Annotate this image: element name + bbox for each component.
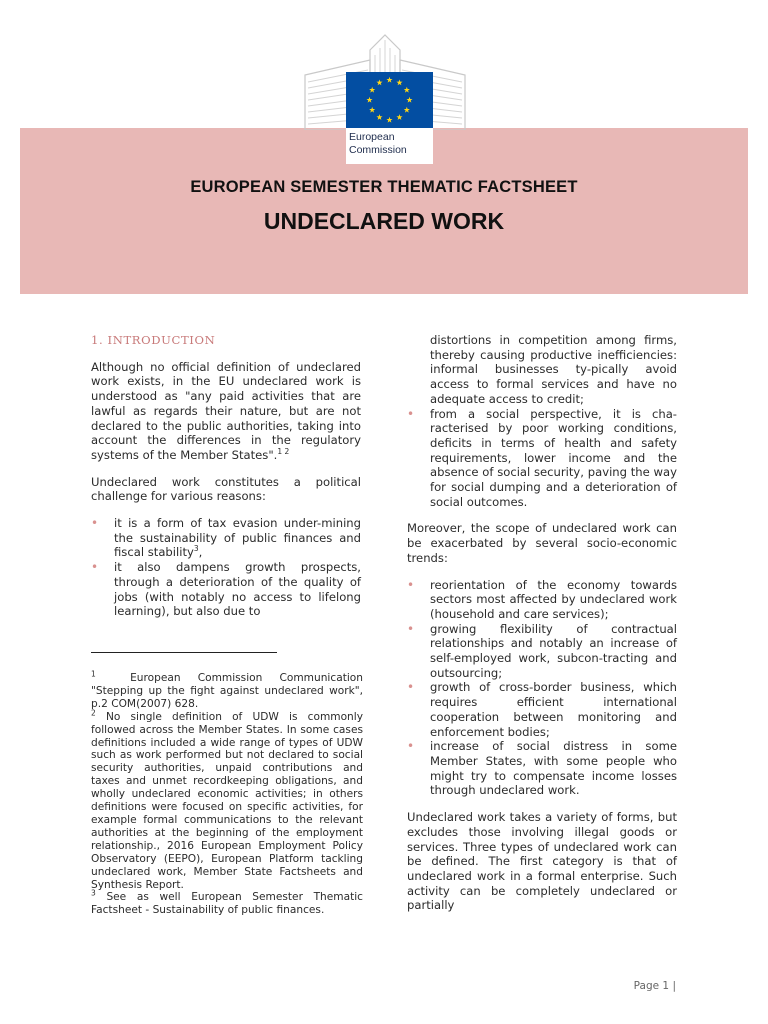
section-heading: 1. INTRODUCTION: [91, 333, 216, 347]
eu-flag-icon: [346, 72, 433, 128]
logo-line-european: European: [349, 131, 395, 143]
challenge-paragraph: Undeclared work constitutes a political challenge for various reasons:: [91, 474, 361, 504]
european-commission-logo: [346, 72, 433, 164]
page-number: Page 1 |: [633, 980, 676, 992]
list-item: • increase of social distress in some Member States, with some people who might try to compensate income losses through undeclared work.: [407, 739, 677, 798]
footnote-text: European Commission Communication "Stepping up the fight against undeclared work", p.2 COM(2007) 628.: [91, 672, 363, 710]
trends-paragraph: Moreover, the scope of undeclared work can be exacerbated by several socio-economic trends:: [407, 521, 677, 565]
trends-list: [407, 578, 677, 799]
list-item-punct: ,: [198, 545, 203, 560]
list-item: • growing flexibility of contractual relationships and notably an increase of self-employed work, subcon-tracting and outsourcing;: [407, 622, 677, 681]
footnote-number: 1: [91, 669, 96, 679]
logo-wordmark: [349, 131, 407, 157]
intro-text: Although no official definition of undeclared work exists, in the EU undeclared work is understood as "any paid activities that are lawful as regards their nature, but are not declared to the public authorities, taking into account the differences in the regulatory systems of the Member States".: [91, 359, 361, 462]
list-item: • from a social perspective, it is cha-racterised by poor working conditions, deficits in terms of health and safety requirements, lower income and the absence of social security, paving the way for social dumping and a deterioration of social outcomes.: [407, 407, 677, 510]
footnote-2: [91, 708, 363, 892]
footnote-text: No single definition of UDW is commonly followed across the Member States. In some cases definitions included a wide range of types of UDW such as work performed but not declared to social security authorities, unpaid contributions and taxes and unmet recordkeeping obligations, and wholly undeclared economic activities; in others definitions were focused on specific activities, for example formal communications to the relevant authorities at the beginning of the employment relationship., 2016 European Employment Policy Observatory (EEPO), European Platform tackling undeclared work, Member State Factsheets and Synthesis Report.: [91, 710, 363, 891]
footnote-ref: 1 2: [277, 447, 290, 457]
footnote-1: [91, 669, 363, 711]
list-item: • it also dampens growth prospects, through a deterioration of the quality of jobs (with notably no access to lifelong learning), but also due to: [91, 560, 361, 619]
challenge-list: [91, 516, 361, 619]
footnote-number: 3: [91, 888, 96, 898]
right-column: [407, 333, 677, 925]
list-item-continuation: distortions in competition among firms, thereby causing productive inefficiencies: informal businesses ty-pically avoid access to formal services and have no adequate access to credit;: [430, 333, 677, 406]
footnote-3: [91, 888, 364, 917]
footnote-ref: 3: [193, 544, 199, 554]
list-item: • growth of cross-border business, which requires efficient international cooperation between monitoring and enforcement bodies;: [407, 680, 677, 739]
document-title: UNDECLARED WORK: [263, 208, 505, 234]
types-paragraph: Undeclared work takes a variety of forms, but excludes those involving illegal goods or services. Three types of undeclared work can be defined. The first category is that of undeclared work in a formal enterprise. Such activity can be completely undeclared or partially: [407, 810, 677, 913]
footnote-number: 2: [91, 708, 96, 718]
footnotes: [91, 669, 364, 917]
logo-line-commission: Commission: [349, 144, 407, 156]
footnote-text: See as well European Semester Thematic Factsheet - Sustainability of public finances.: [91, 891, 364, 917]
document-kicker: EUROPEAN SEMESTER THEMATIC FACTSHEET: [190, 178, 578, 196]
list-item: • reorientation of the economy towards sectors most affected by undeclared work (household and care services);: [407, 578, 677, 622]
list-item-text: it is a form of tax evasion under-mining the sustainability of public finances and fiscal stability: [114, 516, 361, 560]
list-item: [91, 516, 361, 560]
intro-paragraph: [91, 360, 361, 463]
left-column: [91, 333, 361, 631]
footnote-separator: [91, 652, 277, 653]
challenge-list-continued: [407, 407, 677, 510]
